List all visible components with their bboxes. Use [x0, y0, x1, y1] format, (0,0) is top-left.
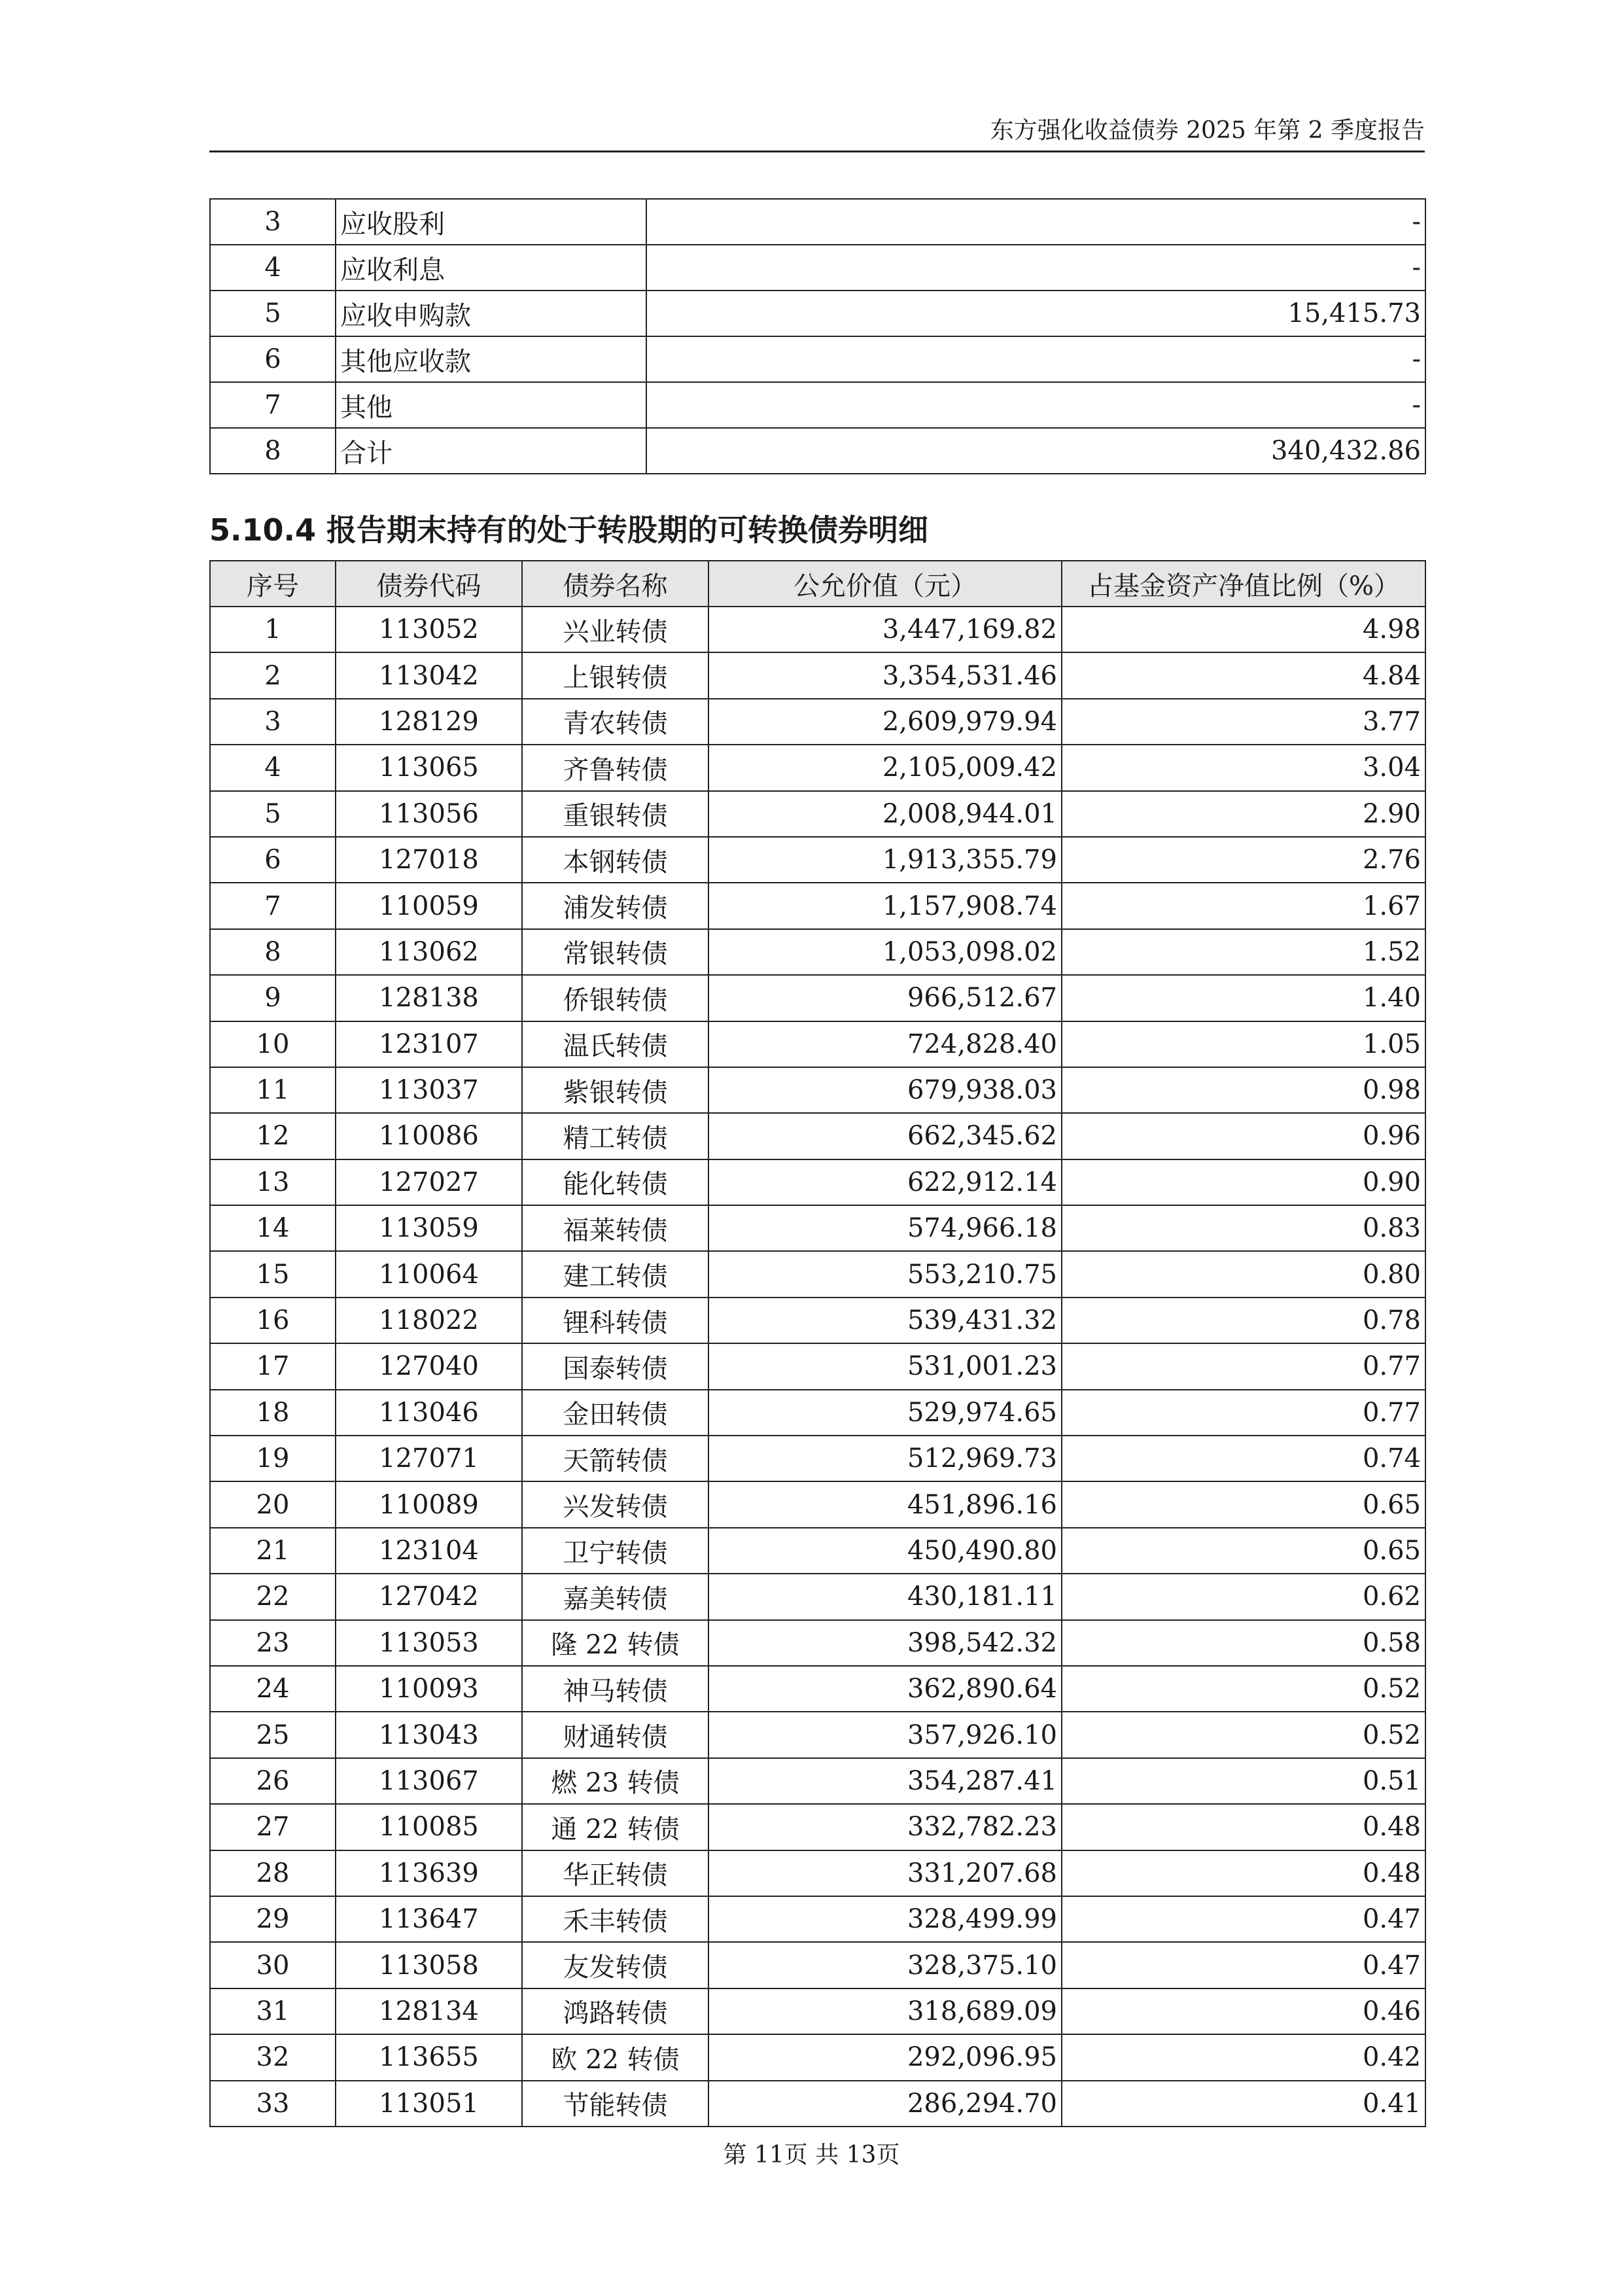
- row-number: 15: [210, 1251, 336, 1297]
- table-row: [210, 1298, 1425, 1343]
- bond-code: 123107: [336, 1021, 522, 1067]
- fair-value: 450,490.80: [708, 1528, 1062, 1574]
- item-amount: -: [646, 382, 1425, 428]
- bond-name: 浦发转债: [522, 883, 708, 928]
- bond-name: 隆 22 转债: [522, 1620, 708, 1666]
- nav-ratio: 0.65: [1062, 1481, 1425, 1527]
- nav-ratio: 0.90: [1062, 1159, 1425, 1205]
- bond-code: 113059: [336, 1205, 522, 1251]
- bond-name: 青农转债: [522, 699, 708, 745]
- bond-code: 127040: [336, 1343, 522, 1389]
- table-row: [210, 1481, 1425, 1527]
- bond-name: 上银转债: [522, 652, 708, 698]
- row-number: 14: [210, 1205, 336, 1251]
- fair-value: 1,157,908.74: [708, 883, 1062, 928]
- table-row: [210, 1942, 1425, 1988]
- table-row: [210, 1067, 1425, 1113]
- bond-name: 天箭转债: [522, 1436, 708, 1481]
- table-row: [210, 1528, 1425, 1574]
- section-title: 5.10.4 报告期末持有的处于转股期的可转换债券明细: [209, 512, 928, 548]
- row-number: 3: [210, 699, 336, 745]
- fair-value: 362,890.64: [708, 1666, 1062, 1712]
- nav-ratio: 0.62: [1062, 1574, 1425, 1619]
- convertible-bonds-table: [209, 560, 1426, 2127]
- row-number: 22: [210, 1574, 336, 1619]
- table-row: [210, 837, 1425, 883]
- bond-name: 锂科转债: [522, 1298, 708, 1343]
- bond-name: 燃 23 转债: [522, 1758, 708, 1804]
- row-number: 24: [210, 1666, 336, 1712]
- row-number: 25: [210, 1712, 336, 1757]
- table-row: [210, 1804, 1425, 1850]
- bond-code: 113062: [336, 929, 522, 975]
- fair-value: 451,896.16: [708, 1481, 1062, 1527]
- table-row: [210, 652, 1425, 698]
- row-number: 7: [210, 382, 336, 428]
- nav-ratio: 0.52: [1062, 1712, 1425, 1757]
- nav-ratio: 0.52: [1062, 1666, 1425, 1712]
- bond-code: 113647: [336, 1896, 522, 1942]
- row-number: 7: [210, 883, 336, 928]
- bond-name: 鸿路转债: [522, 1988, 708, 2034]
- bond-code: 128138: [336, 975, 522, 1021]
- row-number: 10: [210, 1021, 336, 1067]
- bond-code: 123104: [336, 1528, 522, 1574]
- bond-code: 110093: [336, 1666, 522, 1712]
- row-number: 12: [210, 1113, 336, 1159]
- row-number: 33: [210, 2081, 336, 2127]
- nav-ratio: 0.48: [1062, 1850, 1425, 1896]
- bond-name: 卫宁转债: [522, 1528, 708, 1574]
- row-number: 2: [210, 652, 336, 698]
- nav-ratio: 1.40: [1062, 975, 1425, 1021]
- fair-value: 529,974.65: [708, 1390, 1062, 1436]
- fair-value: 662,345.62: [708, 1113, 1062, 1159]
- row-number: 23: [210, 1620, 336, 1666]
- row-number: 8: [210, 428, 336, 474]
- bond-code: 113053: [336, 1620, 522, 1666]
- table-row: [210, 699, 1425, 745]
- row-number: 3: [210, 199, 336, 245]
- bond-name: 华正转债: [522, 1850, 708, 1896]
- fair-value: 398,542.32: [708, 1620, 1062, 1666]
- table-row: [210, 1988, 1425, 2034]
- table-row: [210, 2081, 1425, 2127]
- row-number: 28: [210, 1850, 336, 1896]
- table-row: [210, 245, 1425, 291]
- table-header-row: [210, 561, 1425, 607]
- table-row: [210, 199, 1425, 245]
- row-number: 21: [210, 1528, 336, 1574]
- fair-value: 331,207.68: [708, 1850, 1062, 1896]
- nav-ratio: 0.96: [1062, 1113, 1425, 1159]
- table-row: [210, 1712, 1425, 1757]
- table-row: [210, 883, 1425, 928]
- bond-code: 128134: [336, 1988, 522, 2034]
- bond-code: 118022: [336, 1298, 522, 1343]
- row-number: 11: [210, 1067, 336, 1113]
- bond-code: 128129: [336, 699, 522, 745]
- item-name: 合计: [336, 428, 646, 474]
- bond-code: 110089: [336, 1481, 522, 1527]
- item-name: 其他应收款: [336, 336, 646, 382]
- table-row: [210, 1850, 1425, 1896]
- nav-ratio: 2.76: [1062, 837, 1425, 883]
- report-header: 东方强化收益债券 2025 年第 2 季度报告: [990, 117, 1425, 144]
- bond-code: 113042: [336, 652, 522, 698]
- nav-ratio: 0.77: [1062, 1390, 1425, 1436]
- table-row: [210, 382, 1425, 428]
- bond-code: 110086: [336, 1113, 522, 1159]
- nav-ratio: 0.74: [1062, 1436, 1425, 1481]
- bond-code: 127071: [336, 1436, 522, 1481]
- table-row: [210, 929, 1425, 975]
- bond-name: 重银转债: [522, 791, 708, 837]
- header-bond-name: 债券名称: [522, 561, 708, 607]
- fair-value: 292,096.95: [708, 2034, 1062, 2080]
- bond-code: 110059: [336, 883, 522, 928]
- bond-name: 兴发转债: [522, 1481, 708, 1527]
- header-bond-code: 债券代码: [336, 561, 522, 607]
- table-row: [210, 1574, 1425, 1619]
- item-amount: -: [646, 199, 1425, 245]
- table-row: [210, 1620, 1425, 1666]
- item-name: 其他: [336, 382, 646, 428]
- row-number: 19: [210, 1436, 336, 1481]
- row-number: 29: [210, 1896, 336, 1942]
- row-number: 30: [210, 1942, 336, 1988]
- bond-code: 127027: [336, 1159, 522, 1205]
- nav-ratio: 4.98: [1062, 607, 1425, 652]
- table-row: [210, 1436, 1425, 1481]
- bond-name: 建工转债: [522, 1251, 708, 1297]
- fair-value: 2,609,979.94: [708, 699, 1062, 745]
- nav-ratio: 3.77: [1062, 699, 1425, 745]
- bond-code: 113058: [336, 1942, 522, 1988]
- nav-ratio: 0.77: [1062, 1343, 1425, 1389]
- bond-code: 110085: [336, 1804, 522, 1850]
- bond-code: 113067: [336, 1758, 522, 1804]
- table-row: [210, 745, 1425, 790]
- nav-ratio: 0.51: [1062, 1758, 1425, 1804]
- bond-code: 113043: [336, 1712, 522, 1757]
- header-nav-ratio: 占基金资产净值比例（%）: [1062, 561, 1425, 607]
- table-row: [210, 1666, 1425, 1712]
- row-number: 5: [210, 791, 336, 837]
- bond-name: 紫银转债: [522, 1067, 708, 1113]
- table-row: [210, 1205, 1425, 1251]
- bond-code: 127018: [336, 837, 522, 883]
- nav-ratio: 0.46: [1062, 1988, 1425, 2034]
- page-footer: 第 11页 共 13页: [723, 2142, 900, 2168]
- table-row: [210, 975, 1425, 1021]
- row-number: 1: [210, 607, 336, 652]
- fair-value: 1,913,355.79: [708, 837, 1062, 883]
- nav-ratio: 3.04: [1062, 745, 1425, 790]
- header-seq: 序号: [210, 561, 336, 607]
- bond-code: 113052: [336, 607, 522, 652]
- bond-name: 能化转债: [522, 1159, 708, 1205]
- table-row: [210, 1758, 1425, 1804]
- item-name: 应收申购款: [336, 291, 646, 336]
- bond-code: 113037: [336, 1067, 522, 1113]
- nav-ratio: 1.52: [1062, 929, 1425, 975]
- header-fair-value: 公允价值（元）: [708, 561, 1062, 607]
- bond-name: 国泰转债: [522, 1343, 708, 1389]
- table-row: [210, 428, 1425, 474]
- fair-value: 966,512.67: [708, 975, 1062, 1021]
- bond-name: 财通转债: [522, 1712, 708, 1757]
- item-amount: -: [646, 336, 1425, 382]
- fair-value: 328,499.99: [708, 1896, 1062, 1942]
- fair-value: 1,053,098.02: [708, 929, 1062, 975]
- fair-value: 512,969.73: [708, 1436, 1062, 1481]
- row-number: 26: [210, 1758, 336, 1804]
- bond-name: 嘉美转债: [522, 1574, 708, 1619]
- row-number: 6: [210, 837, 336, 883]
- header-divider: [209, 150, 1425, 152]
- bond-code: 113639: [336, 1850, 522, 1896]
- item-amount: -: [646, 245, 1425, 291]
- fair-value: 724,828.40: [708, 1021, 1062, 1067]
- nav-ratio: 0.42: [1062, 2034, 1425, 2080]
- item-amount: 340,432.86: [646, 428, 1425, 474]
- fair-value: 354,287.41: [708, 1758, 1062, 1804]
- nav-ratio: 0.47: [1062, 1942, 1425, 1988]
- bond-name: 禾丰转债: [522, 1896, 708, 1942]
- nav-ratio: 0.98: [1062, 1067, 1425, 1113]
- bond-name: 节能转债: [522, 2081, 708, 2127]
- fair-value: 3,447,169.82: [708, 607, 1062, 652]
- bond-name: 金田转债: [522, 1390, 708, 1436]
- bond-name: 温氏转债: [522, 1021, 708, 1067]
- row-number: 32: [210, 2034, 336, 2080]
- bond-name: 本钢转债: [522, 837, 708, 883]
- nav-ratio: 0.48: [1062, 1804, 1425, 1850]
- nav-ratio: 0.58: [1062, 1620, 1425, 1666]
- bond-name: 欧 22 转债: [522, 2034, 708, 2080]
- row-number: 20: [210, 1481, 336, 1527]
- bond-code: 127042: [336, 1574, 522, 1619]
- bond-code: 113051: [336, 2081, 522, 2127]
- fair-value: 539,431.32: [708, 1298, 1062, 1343]
- bond-code: 113056: [336, 791, 522, 837]
- row-number: 18: [210, 1390, 336, 1436]
- item-name: 应收利息: [336, 245, 646, 291]
- bond-code: 113065: [336, 745, 522, 790]
- row-number: 27: [210, 1804, 336, 1850]
- nav-ratio: 1.05: [1062, 1021, 1425, 1067]
- bond-code: 113655: [336, 2034, 522, 2080]
- row-number: 16: [210, 1298, 336, 1343]
- fair-value: 318,689.09: [708, 1988, 1062, 2034]
- bond-code: 113046: [336, 1390, 522, 1436]
- table-row: [210, 2034, 1425, 2080]
- fair-value: 679,938.03: [708, 1067, 1062, 1113]
- receivables-table: [209, 198, 1426, 474]
- row-number: 6: [210, 336, 336, 382]
- table-row: [210, 1251, 1425, 1297]
- nav-ratio: 0.83: [1062, 1205, 1425, 1251]
- fair-value: 2,008,944.01: [708, 791, 1062, 837]
- fair-value: 332,782.23: [708, 1804, 1062, 1850]
- row-number: 4: [210, 745, 336, 790]
- fair-value: 553,210.75: [708, 1251, 1062, 1297]
- bond-name: 兴业转债: [522, 607, 708, 652]
- nav-ratio: 1.67: [1062, 883, 1425, 928]
- bond-name: 友发转债: [522, 1942, 708, 1988]
- bond-name: 齐鲁转债: [522, 745, 708, 790]
- row-number: 31: [210, 1988, 336, 2034]
- table-row: [210, 291, 1425, 336]
- bond-name: 神马转债: [522, 1666, 708, 1712]
- nav-ratio: 0.47: [1062, 1896, 1425, 1942]
- fair-value: 357,926.10: [708, 1712, 1062, 1757]
- bond-name: 通 22 转债: [522, 1804, 708, 1850]
- nav-ratio: 0.80: [1062, 1251, 1425, 1297]
- bond-name: 精工转债: [522, 1113, 708, 1159]
- item-amount: 15,415.73: [646, 291, 1425, 336]
- fair-value: 430,181.11: [708, 1574, 1062, 1619]
- fair-value: 531,001.23: [708, 1343, 1062, 1389]
- table-row: [210, 336, 1425, 382]
- row-number: 8: [210, 929, 336, 975]
- nav-ratio: 0.78: [1062, 1298, 1425, 1343]
- bond-code: 110064: [336, 1251, 522, 1297]
- fair-value: 286,294.70: [708, 2081, 1062, 2127]
- table-row: [210, 1159, 1425, 1205]
- fair-value: 622,912.14: [708, 1159, 1062, 1205]
- fair-value: 2,105,009.42: [708, 745, 1062, 790]
- bond-name: 常银转债: [522, 929, 708, 975]
- table-row: [210, 1113, 1425, 1159]
- item-name: 应收股利: [336, 199, 646, 245]
- row-number: 5: [210, 291, 336, 336]
- nav-ratio: 0.65: [1062, 1528, 1425, 1574]
- bond-name: 侨银转债: [522, 975, 708, 1021]
- table-row: [210, 791, 1425, 837]
- row-number: 9: [210, 975, 336, 1021]
- fair-value: 328,375.10: [708, 1942, 1062, 1988]
- table-row: [210, 1343, 1425, 1389]
- row-number: 4: [210, 245, 336, 291]
- table-row: [210, 1390, 1425, 1436]
- nav-ratio: 0.41: [1062, 2081, 1425, 2127]
- bond-name: 福莱转债: [522, 1205, 708, 1251]
- table-row: [210, 607, 1425, 652]
- fair-value: 3,354,531.46: [708, 652, 1062, 698]
- nav-ratio: 2.90: [1062, 791, 1425, 837]
- table-row: [210, 1896, 1425, 1942]
- row-number: 17: [210, 1343, 336, 1389]
- fair-value: 574,966.18: [708, 1205, 1062, 1251]
- table-row: [210, 1021, 1425, 1067]
- nav-ratio: 4.84: [1062, 652, 1425, 698]
- row-number: 13: [210, 1159, 336, 1205]
